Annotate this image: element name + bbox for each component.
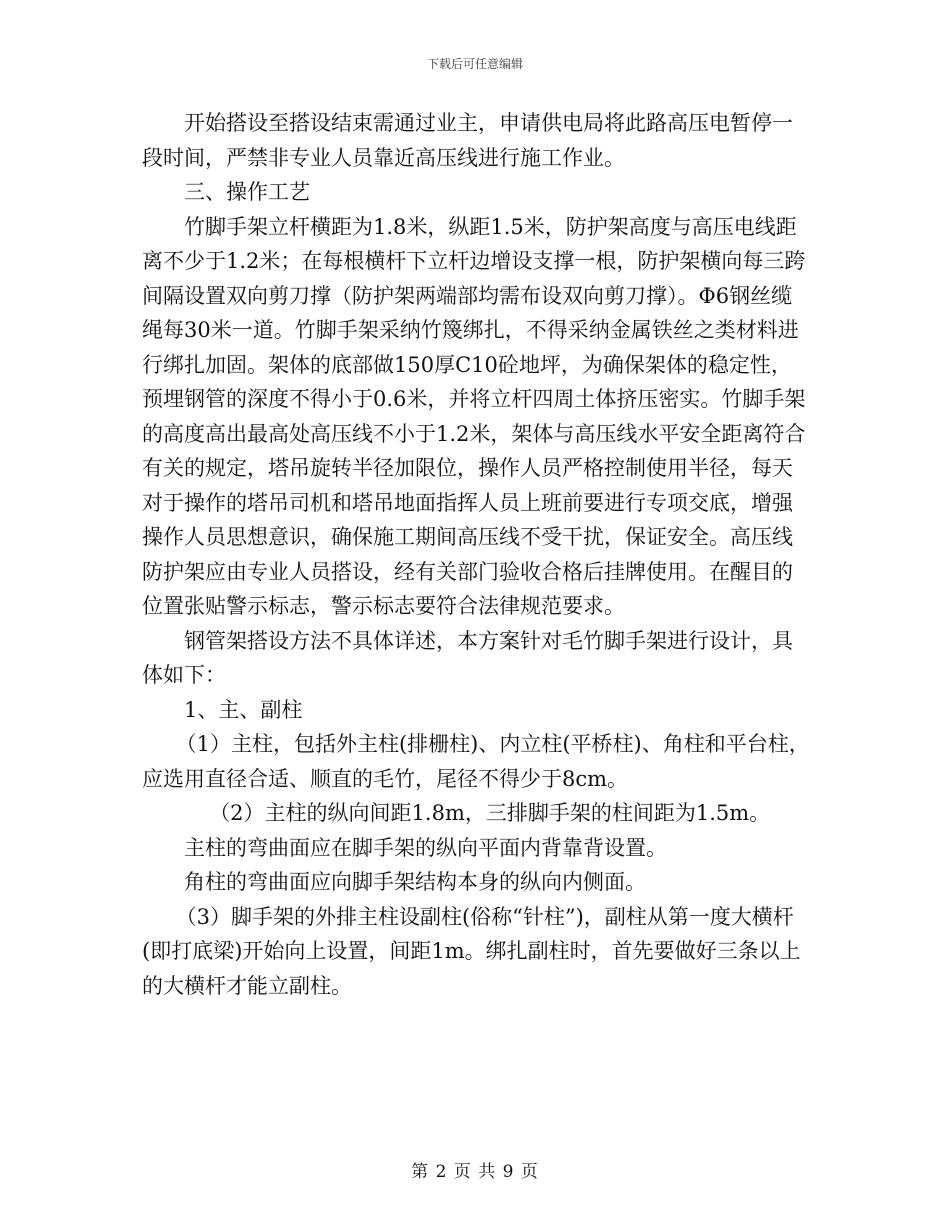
subheading-main-secondary-posts: 1、主、副柱	[184, 697, 303, 722]
paragraph-item-3-secondary-posts: （3）脚手架的外排主柱设副柱(俗称“针柱”)，副柱从第一度大横杆(即打底梁)开始向上设置，间距1m。绑扎副柱时，首先要做好三条以上的大横杆才能立副柱。	[142, 904, 801, 998]
paragraph-item-2-spacing: （2）主柱的纵向间距1.8m，三排脚手架的柱间距为1.5m。	[209, 801, 771, 825]
document-body	[142, 106, 812, 1003]
section-heading-operation-process: 三、操作工艺	[184, 180, 310, 204]
page-header: 下载后可任意编辑	[426, 57, 523, 71]
page-footer: 第 2 页 共 9 页	[411, 1162, 539, 1182]
paragraph-main-post-bend: 主柱的弯曲面应在脚手架的纵向平面内背靠背设置。	[184, 835, 667, 860]
paragraph-power-outage: 开始搭设至搭设结束需通过业主，申请供电局将此路高压电暂停一段时间，严禁非专业人员靠近高压线进行施工作业。	[142, 111, 793, 170]
paragraph-corner-post-bend: 角柱的弯曲面应向脚手架结构本身的纵向内侧面。	[184, 870, 646, 894]
paragraph-design-intro: 钢管架搭设方法不具体详述，本方案针对毛竹脚手架进行设计，具体如下：	[142, 628, 793, 687]
paragraph-bamboo-scaffold-spec: 竹脚手架立杆横距为1.8米，纵距1.5米，防护架高度与高压电线距离不少于1.2米；在每根横杆下立杆边增设支撑一根，防护架横向每三跨间隔设置双向剪刀撑（防护架两端部均需布设双向剪刀撑）。Φ6钢丝缆绳每30米一道。竹脚手架采纳竹篾绑扎，不得采纳金属铁丝之类材料进行绑扎加固。架体的底部做150厚C10砼地坪，为确保架体的稳定性，预埋钢管的深度不得小于0.6米，并将立杆四周土体挤压密实。竹脚手架的高度高出最高处高压线不小于1.2米，架体与高压线水平安全距离符合有关的规定，塔吊旋转半径加限位，操作人员严格控制使用半径，每天对于操作的塔吊司机和塔吊地面指挥人员上班前要进行专项交底，增强操作人员思想意识，确保施工期间高压线不受干扰，保证安全。高压线防护架应由专业人员搭设，经有关部门验收合格后挂牌使用。在醒目的位置张贴警示标志，警示标志要符合法律规范要求。	[142, 214, 806, 618]
paragraph-item-1-main-posts: （1）主柱，包括外主柱(排栅柱)、内立柱(平桥柱)、角柱和平台柱，应选用直径合适、顺直的毛竹，尾径不得少于8cm。	[142, 732, 810, 791]
